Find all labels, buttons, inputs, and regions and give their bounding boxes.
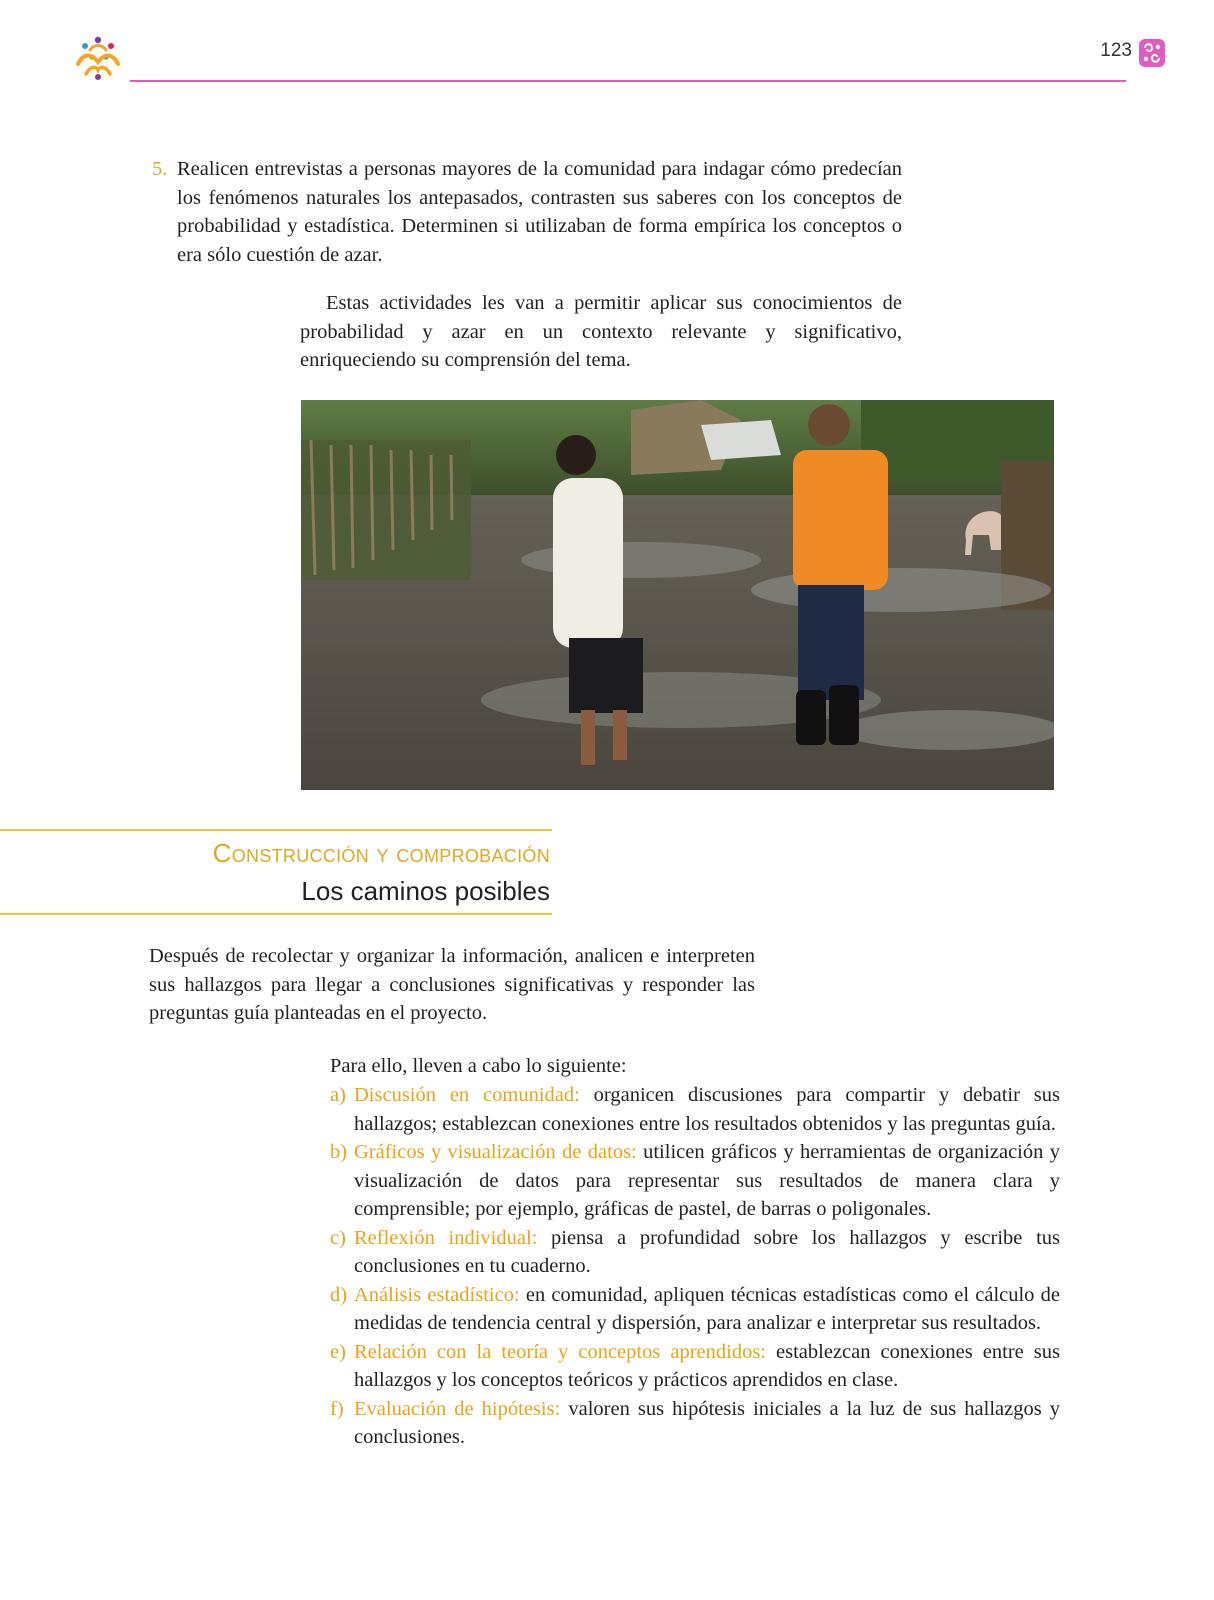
list-item-letter: d) — [330, 1283, 348, 1306]
list-item-text: utilicen gráficos y herramientas de organización y visualización de datos para representar sus resultados de manera clara y comprensible; por ejemplo, gráficas de pastel, de barras o poligonales. — [354, 1141, 1060, 1220]
list-item-text: en comunidad, apliquen técnicas estadísticas como el cálculo de medidas de tendencia central y dispersión, para analizar e interpretar sus resultados. — [354, 1283, 1060, 1334]
list-item-text: establezcan conexiones entre sus hallazgos y los conceptos teóricos y prácticos aprendidos en clase. — [354, 1340, 1060, 1391]
list-item-term: Discusión en comunidad: — [354, 1084, 580, 1106]
intro-paragraph: Estas actividades les van a permitir aplicar sus conocimientos de probabilidad y azar en un contexto relevante y significativo, enriqueciendo su comprensión del tema. — [300, 292, 902, 371]
list-item-text: piensa a profundidad sobre los hallazgos y escribe tus conclusiones en tu cuaderno. — [354, 1226, 1060, 1277]
list-item-term: Reflexión individual: — [354, 1226, 538, 1249]
list-item-term: Análisis estadístico: — [354, 1283, 520, 1306]
list-item — [330, 1224, 1060, 1281]
photo-interview-in-muddy-village-street — [301, 400, 1054, 790]
list-item — [330, 1281, 1060, 1338]
list-item-letter: b) — [330, 1141, 348, 1163]
page-number: 123 — [1100, 40, 1132, 61]
section-title: Construcción y comprobación — [212, 838, 550, 868]
multicolor-people-logo-icon — [70, 30, 126, 86]
item-text: Realicen entrevistas a personas mayores de la comunidad para indagar cómo predecían los fenómenos naturales los antepasados, contrasten sus saberes con los conceptos de probabilidad y estadística. Determinen si utilizaban de forma empírica los conceptos o era sólo cuestión de azar. — [177, 158, 902, 266]
list-item — [330, 1395, 1060, 1452]
list-item-text: organicen discusiones para compartir y debatir sus hallazgos; establezcan conexiones entre los resultados obtenidos y las preguntas guía. — [354, 1084, 1060, 1135]
list-item — [330, 1338, 1060, 1395]
lead-in-text: Para ello, lleven a cabo lo siguiente: — [330, 1055, 627, 1077]
list-item-term: Relación con la teoría y conceptos aprendidos: — [354, 1340, 766, 1363]
activity-item-5 — [152, 155, 902, 269]
list-item-letter: f) — [330, 1397, 344, 1420]
section-subtitle: Los caminos posibles — [301, 876, 550, 906]
list-item-term: Evaluación de hipótesis: — [354, 1397, 561, 1420]
list-item-term: Gráficos y visualización de datos: — [354, 1141, 637, 1163]
list-item-letter: c) — [330, 1226, 346, 1249]
analysis-paragraph: Después de recolectar y organizar la información, analicen e interpreten sus hallazgos para llegar a conclusiones significativas y responder las preguntas guía planteadas en el proyecto. — [149, 945, 755, 1024]
header-rule — [130, 80, 1126, 82]
task-list — [330, 1081, 1060, 1452]
list-item — [330, 1138, 1060, 1224]
section-rule-bottom — [0, 913, 552, 915]
magenta-glyph-emblem-icon — [1138, 38, 1166, 68]
list-item — [330, 1081, 1060, 1138]
list-item-text: valoren sus hipótesis iniciales a la luz de sus hallazgos y conclusiones. — [354, 1397, 1060, 1448]
section-rule-top — [0, 829, 552, 831]
list-item-letter: a) — [330, 1084, 346, 1106]
item-number: 5. — [152, 158, 168, 180]
list-item-letter: e) — [330, 1340, 346, 1363]
